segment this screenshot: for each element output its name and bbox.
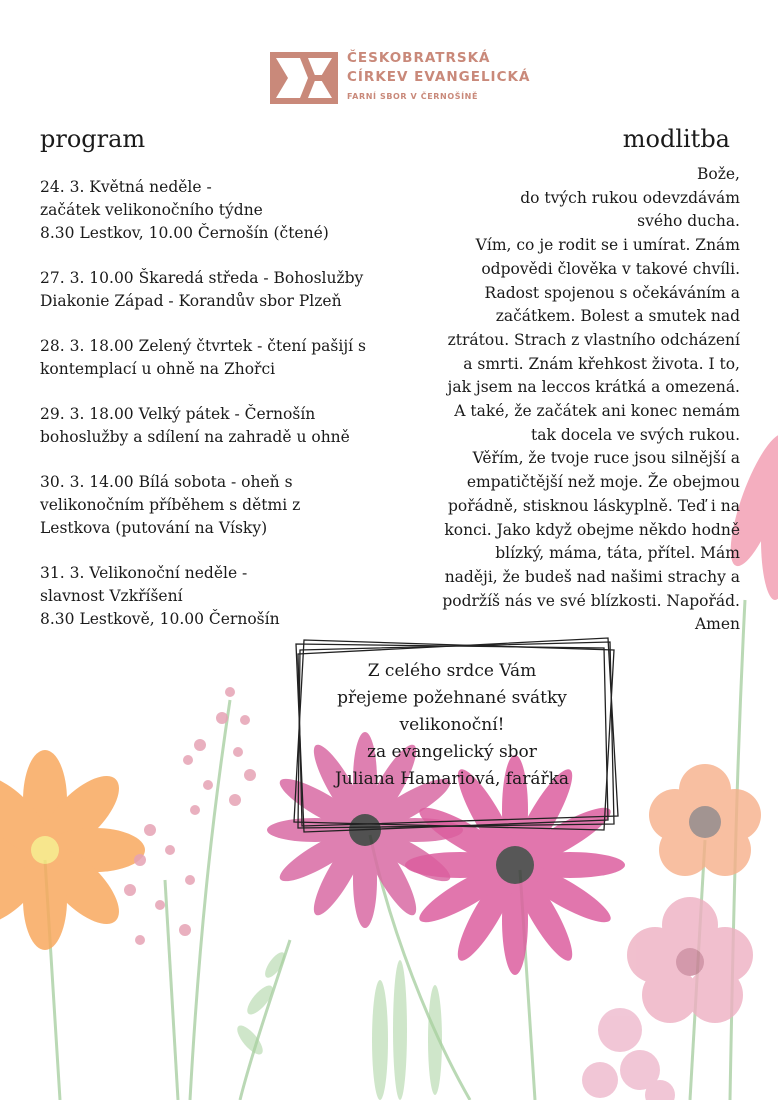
prayer-line: podržíš nás ve své blízkosti. Napořád. — [442, 591, 740, 610]
prayer-line: začátkem. Bolest a smutek nad — [495, 307, 740, 326]
prayer-line: empatičtější než moje. Že obejmou — [466, 473, 740, 492]
prayer-line: naději, že budeš nad našimi strachy a — [444, 567, 740, 586]
program-event-line: 8.30 Lestkov, 10.00 Černošín (čtené) — [40, 224, 329, 242]
prayer-line: Amen — [694, 615, 740, 634]
prayer-line: pořádně, stisknou láskyplně. Teď i na — [447, 496, 740, 515]
program-event-line: slavnost Vzkříšení — [40, 587, 183, 605]
program-event — [40, 403, 390, 449]
program-event-line: Lestkova (putování na Vísky) — [40, 519, 268, 537]
prayer-line: svého ducha. — [637, 212, 740, 231]
prayer-heading: modlitba — [622, 125, 730, 153]
greeting-line: přejeme požehnané svátky — [337, 688, 567, 708]
logo-mark-icon — [270, 52, 338, 104]
logo-text-line2: CÍRKEV EVANGELICKÁ — [347, 69, 531, 85]
prayer-line: ztrátou. Strach z vlastního odcházení — [447, 330, 740, 349]
program-event-line: 29. 3. 18.00 Velký pátek - Černošín — [40, 405, 316, 423]
prayer-line: a smrti. Znám křehkost života. I to, — [463, 354, 740, 373]
greeting-line: velikonoční! — [399, 715, 505, 735]
program-event-line: Diakonie Západ - Korandův sbor Plzeň — [40, 292, 342, 310]
prayer-line: do tvých rukou odevzdávám — [520, 188, 740, 207]
logo-subtitle: FARNÍ SBOR V ČERNOŠÍNĚ — [347, 92, 479, 101]
program-list — [40, 176, 390, 653]
prayer-line: Vím, co je rodit se i umírat. Znám — [475, 236, 740, 255]
church-logo — [270, 49, 570, 109]
greeting-line: za evangelický sbor — [367, 742, 537, 762]
prayer-line: Radost spojenou s očekáváním a — [484, 283, 740, 302]
program-heading: program — [40, 125, 146, 153]
greeting-line: Z celého srdce Vám — [367, 661, 537, 681]
program-event-line: bohoslužby a sdílení na zahradě u ohně — [40, 428, 350, 446]
program-event — [40, 267, 390, 313]
program-event — [40, 471, 390, 540]
prayer-line: blízký, máma, táta, přítel. Mám — [495, 544, 740, 563]
prayer-line: Bože, — [697, 165, 740, 183]
program-event — [40, 335, 390, 381]
prayer-line: Věřím, že tvoje ruce jsou silnější a — [472, 449, 740, 468]
program-event — [40, 176, 390, 245]
greeting-text — [292, 658, 612, 793]
program-event-line: 8.30 Lestkově, 10.00 Černošín — [40, 610, 280, 628]
program-event-line: 24. 3. Květná neděle - — [40, 178, 212, 196]
prayer-line: tak docela ve svých rukou. — [531, 425, 740, 444]
program-event-line: kontemplací u ohně na Zhořci — [40, 360, 276, 378]
prayer-line: jak jsem na leccos krátká a omezená. — [447, 378, 740, 397]
prayer-line: konci. Jako když obejme někdo hodně — [444, 520, 740, 539]
prayer-text — [350, 163, 740, 637]
program-event-line: začátek velikonočního týdne — [40, 201, 263, 219]
program-event — [40, 562, 390, 631]
greeting-line: Juliana Hamariová, farářka — [334, 769, 570, 789]
logo-text-line1: ČESKOBRATRSKÁ — [347, 50, 491, 66]
prayer-line: odpovědi člověka v takové chvíli. — [481, 259, 740, 278]
program-event-line: 30. 3. 14.00 Bílá sobota - oheň s — [40, 473, 293, 491]
program-event-line: 31. 3. Velikonoční neděle - — [40, 564, 248, 582]
prayer-line: A také, že začátek ani konec nemám — [454, 402, 740, 421]
program-event-line: 27. 3. 10.00 Škaredá středa - Bohoslužby — [40, 269, 364, 287]
program-event-line: velikonočním příběhem s dětmi z — [40, 496, 301, 514]
program-event-line: 28. 3. 18.00 Zelený čtvrtek - čtení pašijí s — [40, 337, 366, 355]
greeting-box — [292, 636, 620, 836]
